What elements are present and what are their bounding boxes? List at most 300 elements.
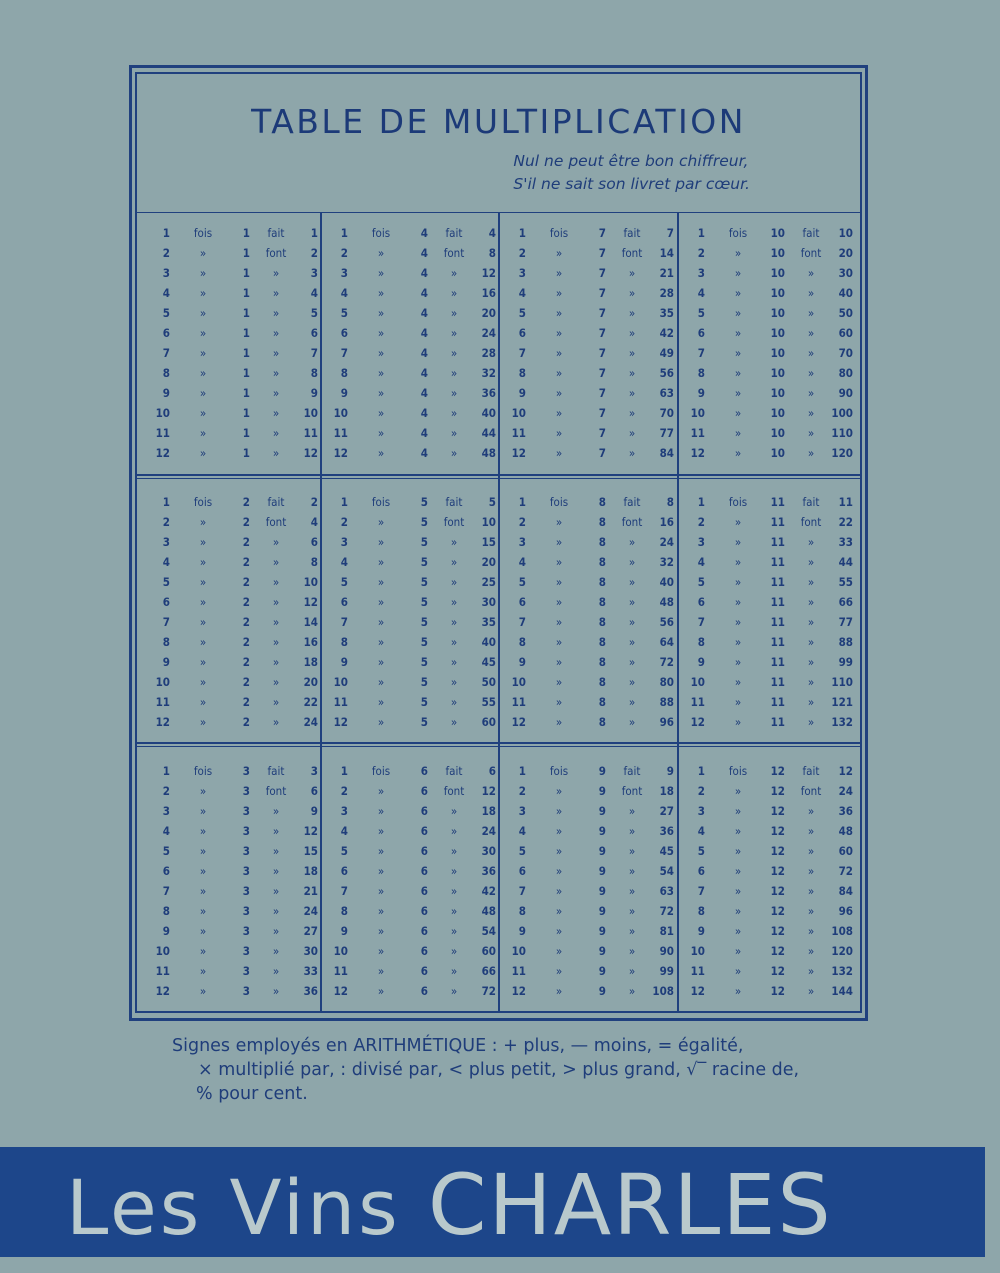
table-row	[326, 346, 504, 366]
table-row	[504, 386, 682, 406]
word-fois: »	[377, 944, 385, 958]
multiplicand: 4	[420, 366, 428, 380]
table-row	[326, 695, 504, 715]
word-fait: »	[272, 864, 280, 878]
word-fait: »	[807, 615, 815, 629]
word-fois: fois	[728, 226, 748, 240]
table-row	[326, 595, 504, 615]
word-fois: »	[555, 864, 563, 878]
word-fois: »	[377, 595, 385, 609]
multiplicand: 2	[242, 635, 250, 649]
word-fois: »	[555, 535, 563, 549]
multiplicand: 12	[770, 844, 785, 858]
product: 7	[666, 226, 674, 240]
table-row	[148, 426, 326, 446]
multiplicand: 12	[770, 824, 785, 838]
multiplier: 1	[162, 764, 170, 778]
multiplier: 2	[340, 784, 348, 798]
multiplicand: 12	[770, 764, 785, 778]
table-row	[504, 286, 682, 306]
product: 36	[481, 386, 496, 400]
multiplicand: 9	[598, 784, 606, 798]
word-fois: »	[199, 635, 207, 649]
table-row	[148, 675, 326, 695]
product: 8	[488, 246, 496, 260]
word-fois: »	[199, 266, 207, 280]
product: 42	[659, 326, 674, 340]
word-fois: »	[734, 675, 742, 689]
word-fois: fois	[193, 764, 213, 778]
word-fait: »	[628, 306, 636, 320]
word-fait: »	[628, 386, 636, 400]
word-fait: »	[272, 615, 280, 629]
multiplier: 4	[340, 286, 348, 300]
product: 9	[310, 386, 318, 400]
table-row	[504, 555, 682, 575]
multiplicand: 11	[770, 555, 785, 569]
product: 2	[310, 495, 318, 509]
word-fait: »	[807, 286, 815, 300]
word-fait: »	[450, 715, 458, 729]
word-fait: »	[272, 555, 280, 569]
product: 21	[659, 266, 674, 280]
multiplier: 6	[340, 595, 348, 609]
table-row	[326, 555, 504, 575]
multiplicand: 6	[420, 784, 428, 798]
multiplier: 7	[518, 346, 526, 360]
multiplicand: 11	[770, 655, 785, 669]
multiplier: 5	[340, 575, 348, 589]
multiplicand: 5	[420, 495, 428, 509]
multiplier: 6	[340, 326, 348, 340]
multiplicand: 8	[598, 655, 606, 669]
word-fait: »	[450, 575, 458, 589]
product: 1	[310, 226, 318, 240]
multiplier: 5	[340, 844, 348, 858]
word-fait: »	[628, 804, 636, 818]
product: 48	[659, 595, 674, 609]
word-fait: fait	[267, 495, 285, 509]
product: 40	[838, 286, 853, 300]
word-fait: »	[272, 535, 280, 549]
multiplier: 3	[162, 266, 170, 280]
product: 77	[659, 426, 674, 440]
word-fait: fait	[623, 495, 641, 509]
multiplier: 4	[162, 824, 170, 838]
table-row	[148, 615, 326, 635]
multiplier: 6	[162, 326, 170, 340]
word-fait: »	[272, 844, 280, 858]
multiplier: 5	[340, 306, 348, 320]
multiplicand: 6	[420, 764, 428, 778]
multiplier: 8	[518, 904, 526, 918]
word-fait: »	[450, 884, 458, 898]
word-fois: »	[734, 306, 742, 320]
multiplier: 4	[340, 555, 348, 569]
table-row	[326, 904, 504, 924]
multiplicand: 8	[598, 715, 606, 729]
table-row	[148, 864, 326, 884]
word-fait: »	[450, 924, 458, 938]
product: 18	[303, 864, 318, 878]
word-fois: »	[555, 346, 563, 360]
word-fois: »	[377, 366, 385, 380]
multiplier: 9	[518, 655, 526, 669]
word-fois: »	[734, 326, 742, 340]
product: 144	[831, 984, 853, 998]
word-fait: »	[628, 635, 636, 649]
multiplier: 1	[162, 226, 170, 240]
multiplicand: 1	[242, 326, 250, 340]
product: 12	[481, 784, 496, 798]
table-row	[148, 266, 326, 286]
multiplicand: 8	[598, 695, 606, 709]
multiplier: 3	[162, 535, 170, 549]
word-fait: »	[807, 635, 815, 649]
multiplier: 3	[697, 804, 705, 818]
word-fait: »	[450, 635, 458, 649]
multiplicand: 3	[242, 944, 250, 958]
multiplicand: 12	[770, 944, 785, 958]
product: 120	[831, 446, 853, 460]
product: 6	[310, 326, 318, 340]
multiplier: 12	[511, 446, 526, 460]
multiplicand: 10	[770, 266, 785, 280]
table-row	[326, 944, 504, 964]
word-fait: »	[628, 824, 636, 838]
multiplicand: 8	[598, 555, 606, 569]
product: 100	[831, 406, 853, 420]
word-fait: »	[807, 266, 815, 280]
multiplicand: 4	[420, 386, 428, 400]
word-fait: »	[450, 306, 458, 320]
table-row	[683, 226, 861, 246]
word-fait: font	[621, 515, 643, 529]
word-fait: »	[628, 426, 636, 440]
multiplicand: 8	[598, 575, 606, 589]
multiplier: 7	[162, 346, 170, 360]
word-fait: »	[272, 426, 280, 440]
multiplier: 12	[155, 715, 170, 729]
product: 24	[303, 715, 318, 729]
multiplicand: 6	[420, 964, 428, 978]
product: 36	[659, 824, 674, 838]
word-fait: »	[807, 984, 815, 998]
word-fois: »	[377, 446, 385, 460]
multiplier: 7	[518, 615, 526, 629]
product: 36	[303, 984, 318, 998]
word-fois: fois	[549, 764, 569, 778]
word-fait: »	[272, 635, 280, 649]
multiplier: 1	[697, 495, 705, 509]
word-fois: »	[377, 286, 385, 300]
multiplicand: 4	[420, 406, 428, 420]
word-fait: »	[450, 535, 458, 549]
multiplicand: 2	[242, 595, 250, 609]
table-row	[148, 924, 326, 944]
table-row	[683, 386, 861, 406]
product: 20	[481, 306, 496, 320]
word-fait: »	[450, 804, 458, 818]
multiplier: 4	[697, 555, 705, 569]
product: 60	[481, 715, 496, 729]
word-fait: »	[450, 824, 458, 838]
product: 55	[481, 695, 496, 709]
word-fois: »	[555, 944, 563, 958]
multiplier: 12	[511, 984, 526, 998]
multiplicand: 1	[242, 246, 250, 260]
multiplier: 8	[697, 635, 705, 649]
product: 42	[481, 884, 496, 898]
multiplier: 8	[162, 366, 170, 380]
word-fois: »	[377, 386, 385, 400]
table-block-5	[326, 495, 504, 735]
multiplier: 9	[162, 924, 170, 938]
multiplier: 1	[518, 226, 526, 240]
product: 16	[481, 286, 496, 300]
product: 4	[310, 286, 318, 300]
word-fois: »	[555, 326, 563, 340]
multiplicand: 2	[242, 615, 250, 629]
multiplier: 8	[162, 904, 170, 918]
word-fois: »	[377, 904, 385, 918]
word-fait: fait	[802, 226, 820, 240]
word-fait: font	[621, 784, 643, 798]
multiplicand: 7	[598, 266, 606, 280]
multiplicand: 8	[598, 615, 606, 629]
multiplier: 2	[340, 515, 348, 529]
product: 72	[838, 864, 853, 878]
word-fait: »	[272, 366, 280, 380]
multiplier: 9	[340, 655, 348, 669]
word-fois: »	[734, 804, 742, 818]
table-row	[683, 695, 861, 715]
word-fait: »	[628, 904, 636, 918]
word-fois: »	[199, 286, 207, 300]
multiplicand: 2	[242, 695, 250, 709]
table-row	[504, 326, 682, 346]
product: 6	[310, 784, 318, 798]
product: 88	[838, 635, 853, 649]
multiplicand: 11	[770, 675, 785, 689]
multiplicand: 6	[420, 904, 428, 918]
multiplier: 7	[697, 615, 705, 629]
multiplier: 8	[340, 904, 348, 918]
product: 9	[666, 764, 674, 778]
multiplier: 11	[333, 964, 348, 978]
word-fait: »	[628, 555, 636, 569]
word-fait: fait	[267, 764, 285, 778]
multiplier: 3	[518, 535, 526, 549]
multiplicand: 3	[242, 984, 250, 998]
multiplicand: 2	[242, 655, 250, 669]
multiplier: 9	[162, 386, 170, 400]
table-row	[504, 575, 682, 595]
word-fois: »	[734, 635, 742, 649]
product: 56	[659, 615, 674, 629]
word-fait: »	[272, 346, 280, 360]
word-fait: »	[450, 366, 458, 380]
word-fait: »	[807, 695, 815, 709]
table-row	[148, 764, 326, 784]
multiplier: 10	[690, 944, 705, 958]
table-row	[326, 575, 504, 595]
multiplier: 12	[333, 984, 348, 998]
product: 33	[838, 535, 853, 549]
word-fait: »	[272, 944, 280, 958]
product: 45	[659, 844, 674, 858]
product: 40	[481, 406, 496, 420]
multiplier: 10	[511, 406, 526, 420]
word-fait: »	[807, 326, 815, 340]
multiplicand: 10	[770, 386, 785, 400]
multiplier: 7	[518, 884, 526, 898]
table-block-9	[504, 764, 682, 1004]
multiplier: 10	[511, 675, 526, 689]
product: 33	[303, 964, 318, 978]
multiplier: 3	[697, 266, 705, 280]
motto	[513, 150, 750, 196]
multiplier: 10	[511, 944, 526, 958]
multiplier: 11	[690, 695, 705, 709]
multiplicand: 5	[420, 655, 428, 669]
word-fois: »	[199, 964, 207, 978]
table-row	[683, 555, 861, 575]
product: 8	[310, 366, 318, 380]
table-row	[504, 426, 682, 446]
word-fait: »	[807, 426, 815, 440]
word-fois: fois	[193, 495, 213, 509]
word-fait: »	[628, 864, 636, 878]
table-row	[148, 535, 326, 555]
table-row	[148, 446, 326, 466]
product: 36	[481, 864, 496, 878]
multiplier: 7	[697, 346, 705, 360]
word-fait: »	[807, 864, 815, 878]
word-fois: »	[555, 964, 563, 978]
word-fois: »	[734, 784, 742, 798]
table-row	[504, 944, 682, 964]
multiplier: 5	[518, 844, 526, 858]
table-row	[148, 386, 326, 406]
multiplier: 4	[162, 286, 170, 300]
multiplicand: 5	[420, 615, 428, 629]
table-row	[148, 246, 326, 266]
multiplicand: 6	[420, 884, 428, 898]
word-fois: »	[734, 246, 742, 260]
word-fois: »	[377, 844, 385, 858]
multiplier: 9	[340, 386, 348, 400]
product: 18	[481, 804, 496, 818]
table-block-2	[148, 495, 326, 735]
multiplier: 6	[697, 326, 705, 340]
multiplicand: 11	[770, 535, 785, 549]
table-row	[148, 984, 326, 1004]
word-fois: »	[555, 515, 563, 529]
word-fait: »	[628, 984, 636, 998]
word-fait: »	[450, 446, 458, 460]
product: 70	[838, 346, 853, 360]
multiplicand: 3	[242, 864, 250, 878]
word-fois: »	[555, 555, 563, 569]
multiplier: 10	[155, 944, 170, 958]
word-fois: »	[377, 824, 385, 838]
word-fois: »	[555, 984, 563, 998]
word-fois: fois	[371, 495, 391, 509]
word-fait: »	[272, 964, 280, 978]
product: 28	[659, 286, 674, 300]
table-row	[148, 515, 326, 535]
table-block-10	[683, 226, 861, 466]
word-fois: »	[377, 964, 385, 978]
product: 12	[303, 824, 318, 838]
table-row	[504, 595, 682, 615]
table-row	[504, 804, 682, 824]
multiplicand: 12	[770, 904, 785, 918]
multiplicand: 10	[770, 246, 785, 260]
multiplicand: 3	[242, 884, 250, 898]
multiplicand: 3	[242, 824, 250, 838]
word-fait: »	[628, 346, 636, 360]
multiplicand: 7	[598, 246, 606, 260]
word-fois: »	[377, 984, 385, 998]
multiplier: 7	[162, 884, 170, 898]
multiplicand: 3	[242, 804, 250, 818]
multiplicand: 10	[770, 446, 785, 460]
word-fait: »	[807, 675, 815, 689]
word-fois: »	[199, 446, 207, 460]
word-fait: font	[800, 515, 822, 529]
word-fois: »	[199, 944, 207, 958]
multiplicand: 3	[242, 844, 250, 858]
multiplier: 12	[690, 715, 705, 729]
multiplicand: 8	[598, 675, 606, 689]
word-fait: »	[628, 326, 636, 340]
product: 30	[481, 595, 496, 609]
word-fois: »	[377, 535, 385, 549]
table-row	[683, 495, 861, 515]
table-row	[683, 944, 861, 964]
word-fait: »	[628, 944, 636, 958]
multiplicand: 1	[242, 226, 250, 240]
product: 12	[481, 266, 496, 280]
multiplier: 9	[162, 655, 170, 669]
word-fois: »	[199, 386, 207, 400]
table-row	[148, 226, 326, 246]
table-row	[683, 575, 861, 595]
table-row	[504, 824, 682, 844]
product: 108	[652, 984, 674, 998]
word-fois: »	[199, 804, 207, 818]
word-fait: »	[807, 406, 815, 420]
word-fois: »	[555, 695, 563, 709]
multiplier: 4	[697, 286, 705, 300]
word-fait: »	[272, 446, 280, 460]
word-fois: »	[734, 984, 742, 998]
multiplicand: 9	[598, 864, 606, 878]
table-row	[683, 924, 861, 944]
table-row	[326, 764, 504, 784]
word-fait: »	[272, 715, 280, 729]
product: 9	[310, 804, 318, 818]
product: 132	[831, 715, 853, 729]
table-row	[148, 695, 326, 715]
multiplicand: 5	[420, 715, 428, 729]
multiplier: 3	[697, 535, 705, 549]
multiplier: 8	[697, 904, 705, 918]
product: 15	[303, 844, 318, 858]
table-row	[683, 864, 861, 884]
